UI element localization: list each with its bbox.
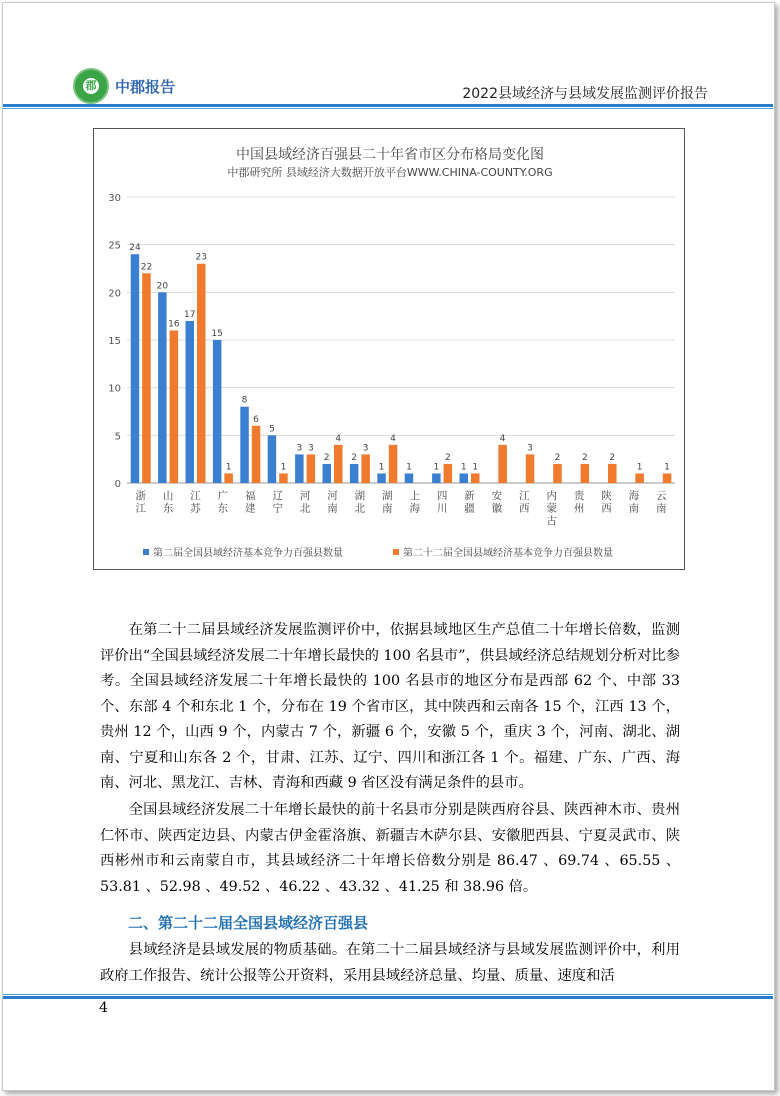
bar <box>389 445 398 483</box>
bar-chart <box>93 128 685 570</box>
bar <box>498 445 507 483</box>
y-tick-label: 30 <box>108 193 121 204</box>
legend-label: 第二届全国县域经济基本竞争力百强县数量 <box>153 548 343 559</box>
bar <box>158 292 167 483</box>
bar <box>279 473 288 483</box>
bar <box>581 464 590 483</box>
bar <box>663 473 672 483</box>
bar <box>142 273 151 483</box>
data-label: 2 <box>351 452 358 463</box>
data-label: 5 <box>269 424 275 435</box>
bar <box>432 473 441 483</box>
data-label: 1 <box>460 462 467 473</box>
y-tick-label: 20 <box>108 288 121 300</box>
bar <box>213 340 222 483</box>
data-label: 6 <box>253 414 259 425</box>
data-label: 1 <box>664 462 670 473</box>
data-label: 1 <box>225 462 232 473</box>
logo-mark: 郡 <box>83 78 99 94</box>
logo-text: 中郡报告 <box>115 78 176 96</box>
data-label: 23 <box>195 252 207 263</box>
x-tick-label: 陕西 <box>601 490 612 515</box>
x-tick-label: 新疆 <box>464 490 475 515</box>
report-title: 2022县域经济与县域发展监测评价报告 <box>462 86 708 102</box>
bar <box>197 264 206 483</box>
bar <box>635 473 644 483</box>
section-heading: 二、第二十二届全国县域经济百强县 <box>128 914 369 932</box>
legend-swatch <box>393 549 399 555</box>
data-label: 3 <box>527 443 533 454</box>
data-label: 3 <box>296 443 303 454</box>
bar <box>252 426 260 483</box>
footer-divider <box>3 994 773 999</box>
page-number: 4 <box>99 1000 108 1016</box>
body-paragraph-2: 全国县域经济发展二十年增长最快的前十名县市分别是陕西府谷县、陕西神木市、贵州仁怀市、陕西定边县、内蒙古伊金霍洛旗、新疆吉木萨尔县、安徽肥西县、宁夏灵武市、陕西彬州市和云南蒙自市，其县域经济二十年增长倍数分别是 86.47 、69.74 、65.55 、53.81 、52.98 、49.52 、46.22 、43.32 、41.25 和 38.96 倍。 <box>100 802 680 895</box>
body-paragraph-1: 在第二十二届县域经济发展监测评价中，依据县域地区生产总值二十年增长倍数，监测评价出“全国县域经济发展二十年增长最快的 100 名县市”，供县域经济总结规划分析对比参考。全国县域经济发展二十年增长最快的 100 名县市的地区分布是西部 62 个、中部 33 个、东部 4 个和东北 1 个，分布在 19 个省市区，其中陕西和云南各 15 个，江西 13 个，贵州 12 个，山西 9 个，内蒙古 7 个，新疆 6 个，安徽 5 个，重庆 3 个，河南、湖北、湖南、宁夏和山东各 2 个，甘肃、江苏、辽宁、四川和浙江各 1 个。福建、广东、广西、海南、河北、黑龙江、吉林、青海和西藏 9 省区没有满足条件的县市。 <box>100 622 680 791</box>
data-label: 4 <box>335 433 342 444</box>
legend-swatch <box>143 549 149 555</box>
x-tick-label: 四川 <box>436 490 448 515</box>
data-label: 2 <box>581 452 588 463</box>
chart-subtitle: 中郡研究所 县域经济大数据开放平台WWW.CHINA-COUNTY.ORG <box>227 166 553 179</box>
bar <box>526 454 535 483</box>
x-tick-label: 云南 <box>656 490 667 515</box>
bar <box>471 473 480 483</box>
bar <box>460 473 469 483</box>
x-tick-label: 贵州 <box>573 490 585 515</box>
y-tick-label: 0 <box>114 479 121 490</box>
data-label: 17 <box>184 309 196 320</box>
x-tick-label: 江苏 <box>190 490 201 515</box>
data-label: 15 <box>211 329 223 339</box>
bar <box>553 464 562 483</box>
bar <box>307 454 316 483</box>
bar <box>361 454 370 483</box>
data-label: 8 <box>241 395 248 406</box>
logo-icon <box>73 68 109 104</box>
y-tick-label: 25 <box>108 240 121 252</box>
data-label: 4 <box>390 433 396 444</box>
bar <box>334 445 343 483</box>
bar <box>186 321 195 483</box>
bar <box>350 464 359 483</box>
x-tick-label: 内蒙古 <box>546 490 557 527</box>
data-label: 3 <box>307 443 314 454</box>
x-tick-label: 福建 <box>245 490 256 515</box>
bar <box>240 407 249 483</box>
data-label: 4 <box>499 433 506 444</box>
bar <box>323 464 332 483</box>
y-tick-label: 15 <box>108 336 121 347</box>
y-tick-label: 5 <box>114 431 121 443</box>
x-tick-label: 河南 <box>327 490 338 515</box>
data-label: 1 <box>378 462 385 473</box>
data-label: 3 <box>362 443 369 454</box>
bar <box>170 330 179 483</box>
x-tick-label: 江西 <box>519 490 530 515</box>
bar <box>295 454 304 483</box>
data-label: 2 <box>609 452 616 463</box>
data-label: 1 <box>406 462 412 473</box>
x-tick-label: 湖北 <box>354 490 366 515</box>
body-paragraph-3: 县域经济是县域发展的物质基础。在第二十二届县域经济与县域发展监测评价中，利用政府工作报告、统计公报等公开资料，采用县域经济总量、均量、质量、速度和活 <box>100 942 680 984</box>
data-label: 2 <box>444 452 451 463</box>
y-tick-label: 10 <box>108 383 121 395</box>
data-label: 1 <box>433 462 440 473</box>
bar <box>131 254 140 483</box>
x-tick-label: 山东 <box>162 490 174 515</box>
data-label: 24 <box>129 243 141 254</box>
data-label: 22 <box>140 262 153 273</box>
x-tick-label: 湖南 <box>382 490 393 515</box>
x-tick-label: 浙江 <box>135 490 146 515</box>
bar <box>224 473 233 483</box>
bar <box>405 473 414 483</box>
legend-label: 第二十二届全国县域经济基本竞争力百强县数量 <box>403 548 613 559</box>
bar <box>444 464 453 483</box>
bar <box>268 435 277 483</box>
data-label: 1 <box>280 462 287 473</box>
data-label: 16 <box>168 319 180 330</box>
data-label: 2 <box>554 452 561 463</box>
bar <box>377 473 386 483</box>
x-tick-label: 辽宁 <box>272 490 283 515</box>
data-label: 1 <box>472 462 479 473</box>
data-label: 20 <box>156 281 169 292</box>
header-divider <box>3 104 773 109</box>
x-tick-label: 安徽 <box>491 490 503 515</box>
x-tick-label: 上海 <box>409 490 420 515</box>
data-label: 2 <box>323 452 330 463</box>
x-tick-label: 广东 <box>217 490 229 515</box>
chart-title: 中国县域经济百强县二十年省市区分布格局变化图 <box>236 147 544 163</box>
data-label: 1 <box>636 462 643 473</box>
bar <box>608 464 617 483</box>
x-tick-label: 海南 <box>628 490 640 515</box>
x-tick-label: 河北 <box>299 490 311 515</box>
